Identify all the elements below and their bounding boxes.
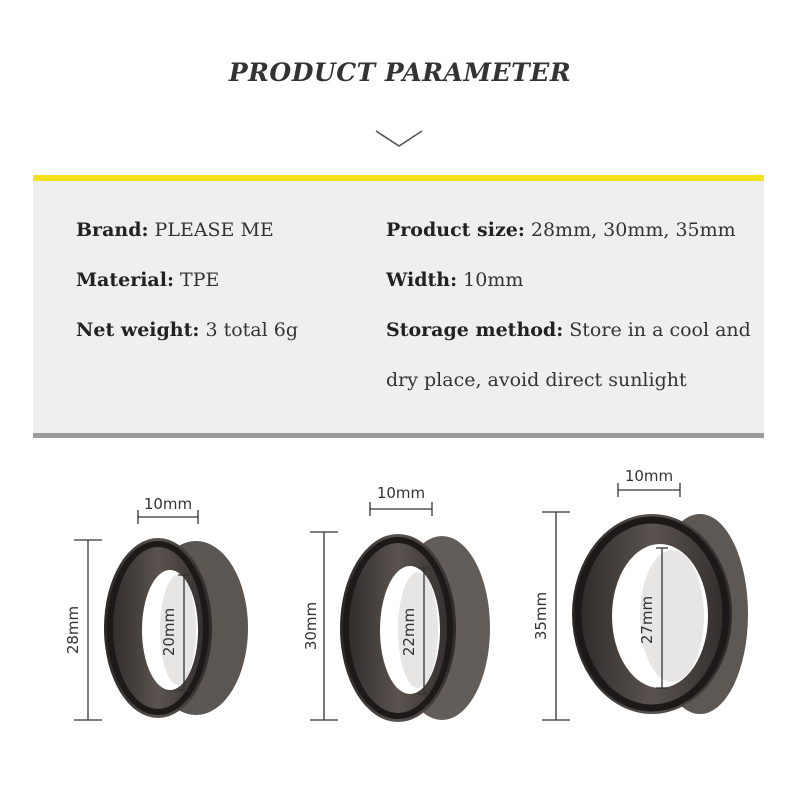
storage-label: Storage method: xyxy=(386,319,564,341)
size-label: Product size: xyxy=(386,219,525,241)
ring-30mm xyxy=(302,484,490,722)
brand-label: Brand: xyxy=(76,219,149,241)
size-value: 28mm, 30mm, 35mm xyxy=(524,219,736,241)
ring-3-width-label: 10mm xyxy=(624,467,674,485)
page-title: PRODUCT PARAMETER xyxy=(228,58,572,87)
parameter-panel xyxy=(33,175,764,438)
ring-28mm xyxy=(64,495,248,720)
ring-2-inner-label: 22mm xyxy=(400,607,418,657)
param-storage xyxy=(386,319,751,341)
weight-label: Net weight: xyxy=(76,319,200,341)
ring-1-outer-label: 28mm xyxy=(64,605,82,655)
ring-35mm xyxy=(532,467,748,720)
ring-1-width-label: 10mm xyxy=(143,495,193,513)
storage-value-line1: Store in a cool and xyxy=(563,319,751,341)
param-product-size xyxy=(386,219,736,241)
width-label: Width: xyxy=(386,269,458,291)
param-brand xyxy=(76,219,274,241)
param-net-weight xyxy=(76,319,298,341)
ring-3-inner-label: 27mm xyxy=(638,595,656,645)
weight-value: 3 total 6g xyxy=(199,319,298,341)
storage-value-line2: dry place, avoid direct sunlight xyxy=(386,369,687,391)
ring-3-outer-label: 35mm xyxy=(532,591,550,641)
param-material xyxy=(76,269,219,291)
param-width xyxy=(386,269,523,291)
chevron-down-icon xyxy=(374,128,424,150)
param-storage-continued xyxy=(386,369,687,391)
width-value: 10mm xyxy=(457,269,524,291)
rings-illustration xyxy=(0,450,800,750)
ring-2-width-label: 10mm xyxy=(376,484,426,502)
brand-value: PLEASE ME xyxy=(148,219,274,241)
ring-2-outer-label: 30mm xyxy=(302,601,320,651)
material-value: TPE xyxy=(173,269,220,291)
ring-1-inner-label: 20mm xyxy=(160,607,178,657)
material-label: Material: xyxy=(76,269,174,291)
